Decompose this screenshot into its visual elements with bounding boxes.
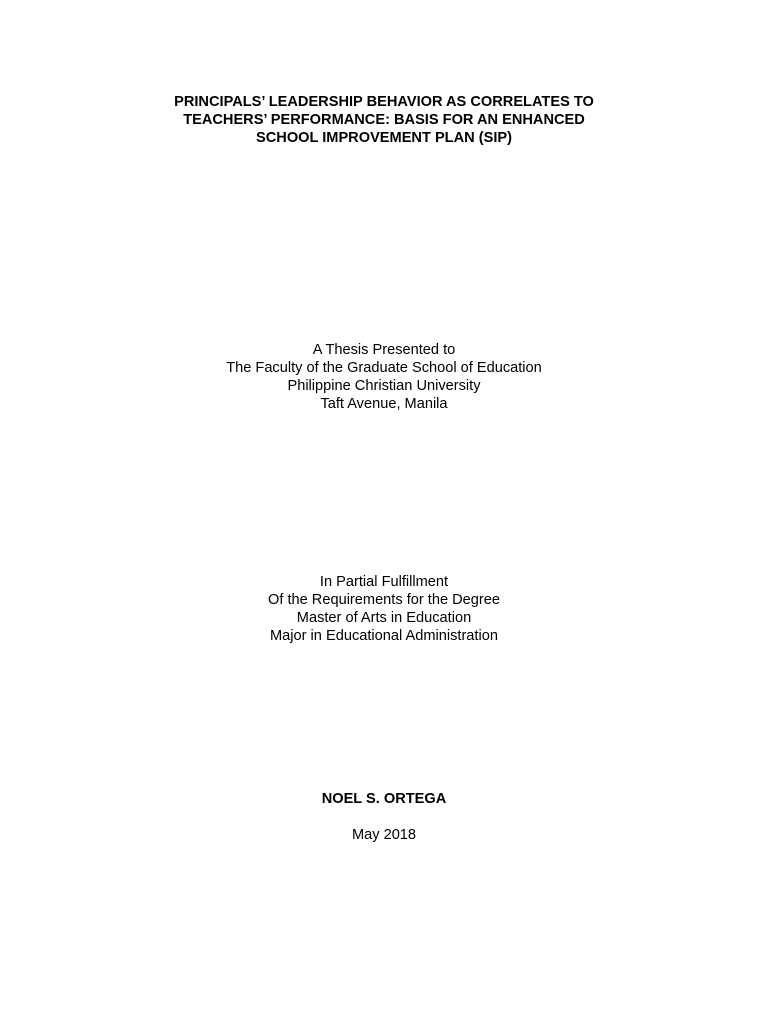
thesis-title [0,93,768,147]
faculty-line: The Faculty of the Graduate School of Education [226,360,542,376]
thesis-title-line: SCHOOL IMPROVEMENT PLAN (SIP) [256,130,512,146]
thesis-title-line: PRINCIPALS’ LEADERSHIP BEHAVIOR AS CORRELATES TO [174,94,594,110]
presentation-statement [0,341,768,413]
requirements-line: Of the Requirements for the Degree [268,592,500,608]
thesis-title-line: TEACHERS’ PERFORMANCE: BASIS FOR AN ENHANCED [183,112,585,128]
presentation-line: A Thesis Presented to [312,342,456,358]
author-name: NOEL S. ORTEGA [321,791,447,807]
university-line: Philippine Christian University [287,378,481,394]
degree-fulfillment-statement [0,573,768,645]
submission-date: May 2018 [351,827,417,843]
degree-line: Master of Arts in Education [296,610,472,626]
major-line: Major in Educational Administration [270,628,498,644]
fulfillment-line: In Partial Fulfillment [319,574,449,590]
address-line: Taft Avenue, Manila [320,396,448,412]
